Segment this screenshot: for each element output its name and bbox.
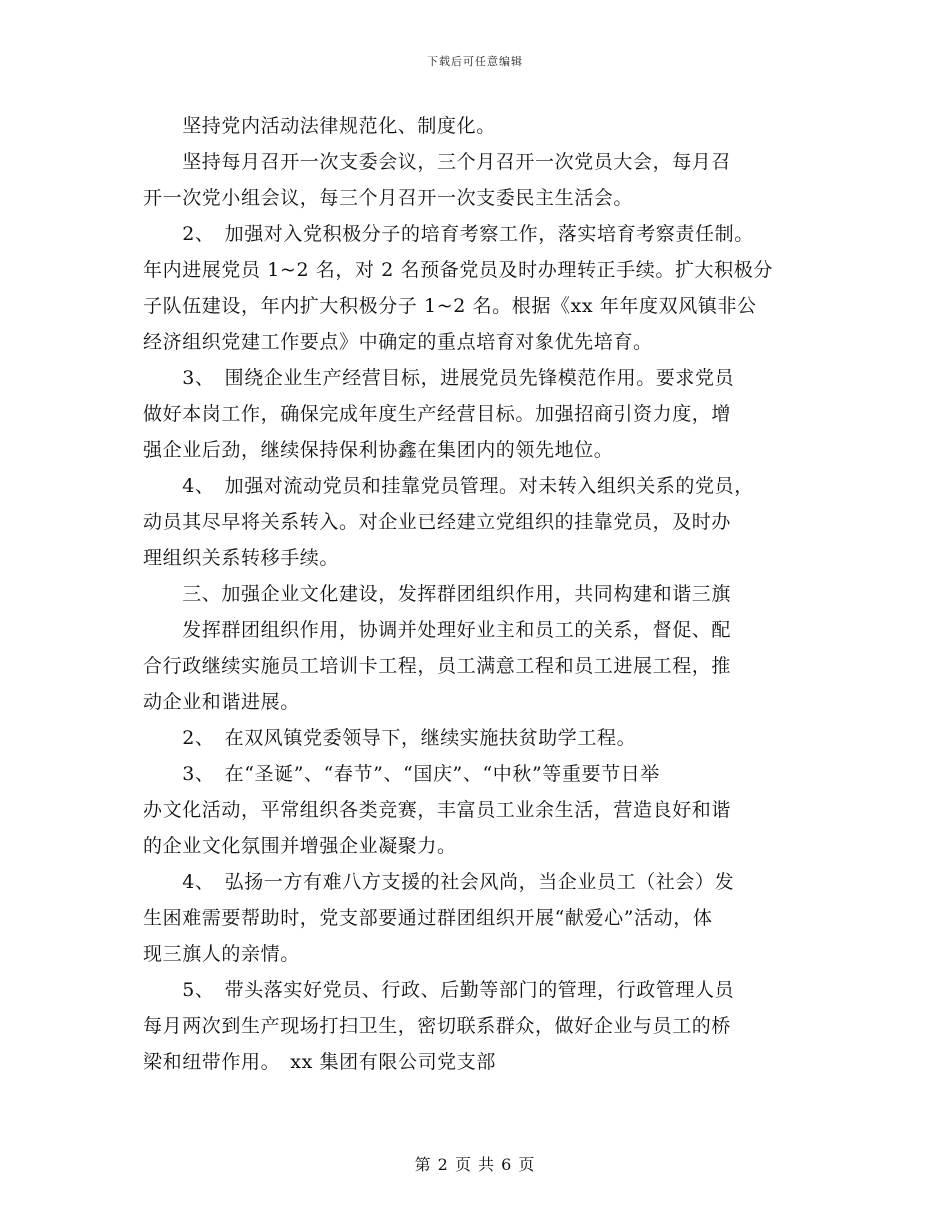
page-header: 下载后可任意编辑 bbox=[427, 55, 523, 68]
text-line: 动企业和谐进展。 bbox=[143, 691, 300, 713]
text-line: 办文化活动，平常组织各类竞赛，丰富员工业余生活，营造良好和谐 bbox=[143, 799, 732, 821]
text-line: 4、 弘扬一方有难八方支援的社会风尚，当企业员工（社会）发 bbox=[143, 871, 735, 893]
text-line: 每月两次到生产现场打扫卫生，密切联系群众，做好企业与员工的桥 bbox=[143, 1015, 732, 1037]
text-line: 理组织关系转移手续。 bbox=[143, 547, 340, 569]
text-line: 强企业后劲，继续保持保利协鑫在集团内的领先地位。 bbox=[143, 439, 614, 461]
text-line: 4、 加强对流动党员和挂靠党员管理。对未转入组织关系的党员， bbox=[143, 475, 754, 497]
text-line: 合行政继续实施员工培训卡工程，员工满意工程和员工进展工程，推 bbox=[143, 655, 732, 677]
text-line: 三、加强企业文化建设，发挥群团组织作用，共同构建和谐三旗 bbox=[143, 583, 732, 605]
text-line: 开一次党小组会议，每三个月召开一次支委民主生活会。 bbox=[143, 187, 634, 209]
text-line: 的企业文化氛围并增强企业凝聚力。 bbox=[143, 835, 457, 857]
text-line: 经济组织党建工作要点》中确定的重点培育对象优先培育。 bbox=[143, 331, 653, 353]
page-footer: 第 2 页 共 6 页 bbox=[414, 1155, 536, 1174]
text-line: 子队伍建设，年内扩大积极分子 1~2 名。根据《xx 年年度双风镇非公 bbox=[143, 295, 757, 317]
text-line: 生困难需要帮助时，党支部要通过群团组织开展“献爱心”活动，体 bbox=[143, 907, 713, 929]
text-line: 2、 在双风镇党委领导下，继续实施扶贫助学工程。 bbox=[143, 727, 637, 749]
text-line: 动员其尽早将关系转入。对企业已经建立党组织的挂靠党员，及时办 bbox=[143, 511, 732, 533]
text-line: 2、 加强对入党积极分子的培育考察工作，落实培育考察责任制。 bbox=[143, 223, 754, 245]
text-line: 现三旗人的亲情。 bbox=[143, 943, 300, 965]
text-line: 5、 带头落实好党员、行政、后勤等部门的管理，行政管理人员 bbox=[143, 979, 735, 1001]
text-line: 坚持党内活动法律规范化、制度化。 bbox=[143, 115, 496, 137]
text-line: 梁和纽带作用。 xx 集团有限公司党支部 bbox=[143, 1051, 496, 1073]
text-line: 发挥群团组织作用，协调并处理好业主和员工的关系，督促、配 bbox=[143, 619, 732, 641]
text-line: 做好本岗工作，确保完成年度生产经营目标。加强招商引资力度，增 bbox=[143, 403, 732, 425]
text-line: 3、 围绕企业生产经营目标，进展党员先锋模范作用。要求党员 bbox=[143, 367, 735, 389]
text-line: 年内进展党员 1~2 名，对 2 名预备党员及时办理转正手续。扩大积极分 bbox=[143, 259, 773, 281]
document-body bbox=[143, 108, 823, 1080]
text-line: 3、 在“圣诞”、“春节”、“国庆”、“中秋”等重要节日举 bbox=[143, 763, 660, 785]
text-line: 坚持每月召开一次支委会议，三个月召开一次党员大会，每月召 bbox=[143, 151, 732, 173]
